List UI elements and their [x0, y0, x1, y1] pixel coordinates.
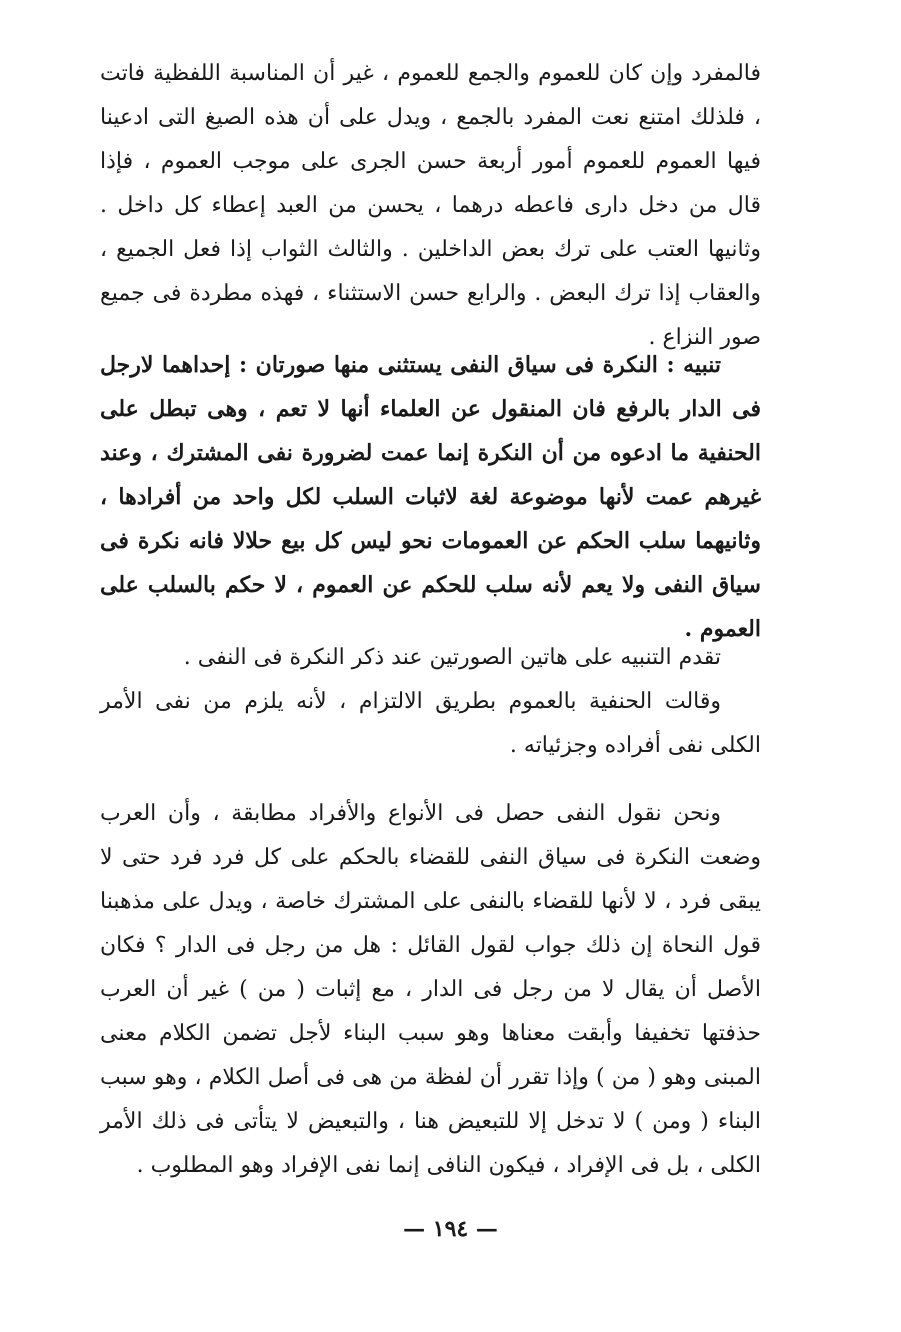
- paragraph-4: [100, 680, 761, 768]
- paragraph-2-text: تنبيه : النكرة فى سياق النفى يستثنى منها صورتان : إحداهما لارجل فى الدار بالرفع فان المنقول عن العلماء أنها لا تعم ، وهى تبطل على الحنفية ما ادعوه من أن النكرة إنما عمت لضرورة نفى المشترك ، وعند غيرهم عمت لأنها موضوعة لغة لاثبات السلب لكل واحد من أفرادها ، وثانيهما سلب الحكم عن العمومات نحو ليس كل بيع حلالا فانه نكرة فى سياق النفى ولا يعم لأنه سلب للحكم عن العموم ، لا حكم بالسلب على العموم .: [100, 352, 761, 642]
- paragraph-5-text: ونحن نقول النفى حصل فى الأنواع والأفراد مطابقة ، وأن العرب وضعت النكرة فى سياق النفى للقضاء بالحكم على كل فرد فرد حتى لا يبقى فرد ، لا لأنها للقضاء بالنفى على المشترك خاصة ، ويدل على مذهبنا قول النحاة إن ذلك جواب لقول القائل : هل من رجل فى الدار ؟ فكان الأصل أن يقال لا من رجل فى الدار ، مع إثبات ( من ) غير أن العرب حذفتها تخفيفا وأبقت معناها وهو سبب البناء لأجل تضمن الكلام معنى المبنى وهو ( من ) وإذا تقرر أن لفظة من هى فى أصل الكلام ، وهو سبب البناء ( ومن ) لا تدخل إلا للتبعيض هنا ، والتبعيض لا يتأتى فى ذلك الأمر الكلى ، بل فى الإفراد ، فيكون النافى إنما نفى الإفراد وهو المطلوب .: [100, 801, 761, 1178]
- paragraph-3-text: تقدم التنبيه على هاتين الصورتين عند ذكر النكرة فى النفى .: [183, 645, 721, 670]
- paragraph-1-text: فالمفرد وإن كان للعموم والجمع للعموم ، غير أن المناسبة اللفظية فاتت ، فلذلك امتنع نعت المفرد بالجمع ، ويدل على أن هذه الصيغ التى ادعينا فيها العموم للعموم أمور أربعة حسن الجرى على موجب العموم ، فإذا قال من دخل دارى فاعطه درهما ، يحسن من العبد إعطاء كل داخل . وثانيها العتب على ترك بعض الداخلين . والثالث الثواب إذا فعل الجميع ، والعقاب إذا ترك البعض . والرابع حسن الاستثناء ، فهذه مطردة فى جميع صور النزاع .: [100, 61, 761, 350]
- page-number: — ١٩٤ —: [403, 1216, 498, 1242]
- paragraph-1: [100, 52, 761, 360]
- paragraph-2-tanbih: [100, 343, 761, 651]
- paragraph-4-text: وقالت الحنفية بالعموم بطريق الالتزام ، لأنه يلزم من نفى الأمر الكلى نفى أفراده وجزئياته .: [100, 689, 761, 758]
- paragraph-5: [100, 792, 761, 1188]
- paragraph-3: [100, 636, 761, 680]
